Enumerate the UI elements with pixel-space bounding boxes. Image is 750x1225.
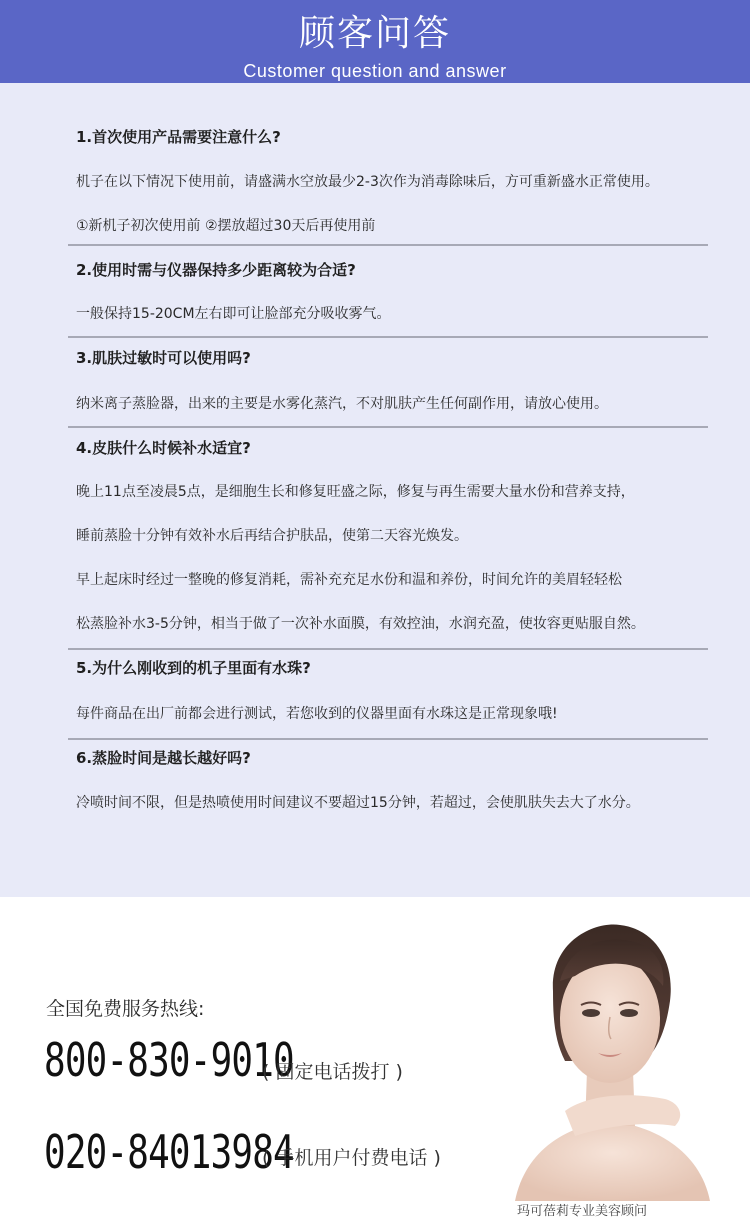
divider	[68, 738, 708, 740]
answer-1-line-1: 机子在以下情况下使用前，请盛满水空放最少2-3次作为消毒除味后，方可重新盛水正常使用。	[76, 174, 659, 190]
phone-note-mobile: ( 手机用户付费电话 )	[262, 1147, 441, 1169]
phone-note-landline: ( 固定电话拨打 )	[262, 1061, 403, 1083]
question-1: 1.首次使用产品需要注意什么?	[76, 128, 281, 146]
question-3: 3.肌肤过敏时可以使用吗?	[76, 349, 251, 367]
answer-3-line-1: 纳米离子蒸脸器，出来的主要是水雾化蒸汽，不对肌肤产生任何副作用，请放心使用。	[76, 396, 608, 412]
answer-4-line-3: 早上起床时经过一整晚的修复消耗，需补充充足水份和温和养份，时间允许的美眉轻轻松	[76, 572, 622, 588]
answer-4-line-1: 晚上11点至凌晨5点，是细胞生长和修复旺盛之际，修复与再生需要大量水份和营养支持，	[76, 484, 635, 500]
qa-panel	[0, 83, 750, 897]
portrait-caption: 玛可蓓莉专业美容顾问	[517, 1204, 648, 1219]
answer-5-line-1: 每件商品在出厂前都会进行测试，若您收到的仪器里面有水珠这是正常现象哦!	[76, 706, 558, 722]
contact-section	[0, 897, 750, 1225]
hotline-label: 全国免费服务热线:	[46, 998, 205, 1020]
divider	[68, 336, 708, 338]
phone-number-mobile[interactable]: 020-84013984	[44, 1125, 294, 1179]
question-5: 5.为什么刚收到的机子里面有水珠?	[76, 659, 311, 677]
answer-6-line-1: 冷喷时间不限，但是热喷使用时间建议不要超过15分钟，若超过，会使肌肤失去大了水分。	[76, 795, 640, 811]
answer-1-line-2: ①新机子初次使用前 ②摆放超过30天后再使用前	[76, 218, 376, 234]
consultant-portrait	[505, 921, 715, 1201]
page-header	[0, 0, 750, 83]
question-2: 2.使用时需与仪器保持多少距离较为合适?	[76, 261, 356, 279]
answer-4-line-2: 睡前蒸脸十分钟有效补水后再结合护肤品，使第二天容光焕发。	[76, 528, 468, 544]
divider	[68, 244, 708, 246]
question-6: 6.蒸脸时间是越长越好吗?	[76, 749, 251, 767]
page-title: 顾客问答	[298, 13, 451, 54]
question-4: 4.皮肤什么时候补水适宜?	[76, 439, 251, 457]
answer-2-line-1: 一般保持15-20CM左右即可让脸部充分吸收雾气。	[76, 306, 391, 322]
phone-number-landline[interactable]: 800-830-9010	[44, 1033, 294, 1087]
divider	[68, 426, 708, 428]
page-subtitle: Customer question and answer	[243, 61, 507, 81]
divider	[68, 648, 708, 650]
answer-4-line-4: 松蒸脸补水3-5分钟，相当于做了一次补水面膜，有效控油，水润充盈，使妆容更贴服自然。	[76, 616, 645, 632]
